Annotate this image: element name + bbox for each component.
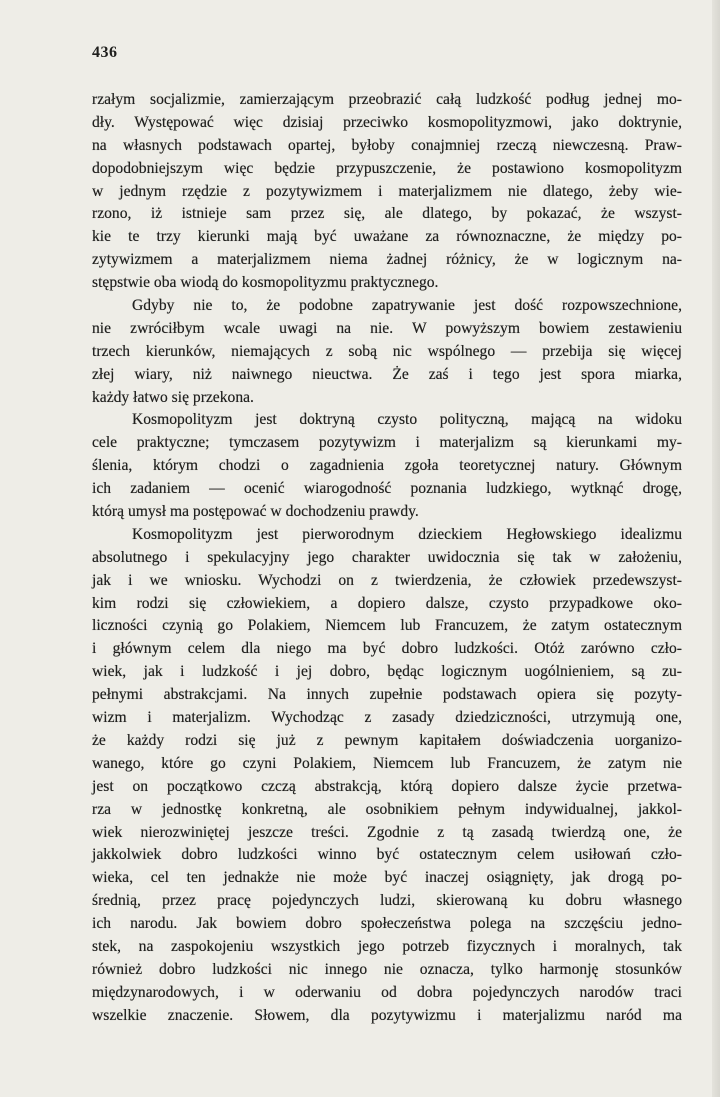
text-line: rza w jednostkę konkretną, ale osobnikiem pełnym indywidualnej, jakkol- xyxy=(92,800,682,818)
text-line: w jednym rzędzie z pozytywizmem i materjalizmem nie dlatego, żeby wie- xyxy=(92,182,682,200)
text-line: Kosmopolityzm jest pierworodnym dzieckiem Hegłowskiego idealizmu xyxy=(132,525,682,543)
text-line: średnią, przez pracę pojedynczych ludzi, skierowaną ku dobru własnego xyxy=(92,892,682,910)
text-line: którą umysł ma postępować w dochodzeniu prawdy. xyxy=(92,503,419,521)
text-line: międzynarodowych, i w oderwaniu od dobra pojedynczych narodów traci xyxy=(92,983,682,1001)
text-line: kim rodzi się człowiekiem, a dopiero dalsze, czysto przypadkowe oko- xyxy=(92,594,682,612)
text-line: absolutnego i spekulacyjny jego charakter uwidocznia się tak w założeniu, xyxy=(92,548,682,566)
text-line: i głównym celem dla niego ma być dobro ludzkości. Otóż zarówno czło- xyxy=(92,640,682,658)
text-line: liczności czynią go Polakiem, Niemcem lub Francuzem, że zatym ostatecznym xyxy=(92,617,682,635)
text-line: rzono, iż istnieje sam przez się, ale dlatego, by pokazać, że wszyst- xyxy=(92,205,682,223)
text-line: jakkolwiek dobro ludzkości winno być ostatecznym celem usiłowań czło- xyxy=(92,846,682,864)
text-line: stek, na zaspokojeniu wszystkich jego potrzeb fizycznych i moralnych, tak xyxy=(92,937,682,955)
text-line: jest on początkowo czczą abstrakcją, którą dopiero dalsze życie przetwa- xyxy=(92,777,682,795)
text-line: ich narodu. Jak bowiem dobro społeczeństwa polega na szczęściu jedno- xyxy=(92,915,682,933)
text-line: pełnymi abstrakcjami. Na innych zupełnie podstawach opiera się pozyty- xyxy=(92,686,682,704)
text-line: ślenia, którym chodzi o zagadnienia zgoła teoretycznej natury. Głównym xyxy=(92,457,682,475)
page-number: 436 xyxy=(92,44,118,61)
text-line: nie zwróciłbym wcale uwagi na nie. W powyższym bowiem zestawieniu xyxy=(92,319,682,337)
text-line: złej wiary, niż naiwnego nieuctwa. Że zaś i tego jest spora miarka, xyxy=(92,365,682,383)
text-line: wiek, jak i ludzkość i jej dobro, będąc logicznym uogólnieniem, są zu- xyxy=(92,663,682,681)
page-edge-shadow xyxy=(712,0,720,1097)
text-line: rzałym socjalizmie, zamierzającym przeobrazić całą ludzkość podług jednej mo- xyxy=(92,91,682,108)
text-line: wanego, które go czyni Polakiem, Niemcem lub Francuzem, że zatym nie xyxy=(92,754,682,772)
text-line: ich zadaniem — ocenić wiarogodność poznania ludzkiego, wytknąć drogę, xyxy=(92,480,682,498)
text-line: dły. Występować więc dzisiaj przeciwko kosmopolityzmowi, jako doktrynie, xyxy=(92,113,682,131)
text-line: również dobro ludzkości nic innego nie oznacza, tylko harmonję stosunków xyxy=(92,960,682,978)
text-line: stępstwie oba wiodą do kosmopolityzmu praktycznego. xyxy=(92,274,439,292)
text-line: zytywizmem a materjalizmem niema żadnej różnicy, że w logicznym na- xyxy=(92,251,682,269)
text-line: dopodobniejszym więc będzie przypuszczenie, że postawiono kosmopolityzm xyxy=(92,159,682,177)
text-line: cele praktyczne; tymczasem pozytywizm i materjalizm są kierunkami my- xyxy=(92,434,682,452)
text-line: trzech kierunków, niemających z sobą nic wspólnego — przebija się więcej xyxy=(92,342,682,360)
text-line: Gdyby nie to, że podobne zapatrywanie jest dość rozpowszechnione, xyxy=(132,297,682,315)
text-line: wieka, cel ten jednakże nie może być inaczej osiągnięty, jak drogą po- xyxy=(92,869,682,887)
text-line: na własnych podstawach opartej, byłoby conajmniej rzeczą niewczesną. Praw- xyxy=(92,136,682,154)
text-line: wizm i materjalizm. Wychodząc z zasady dziedziczności, utrzymują one, xyxy=(92,709,682,727)
text-line: Kosmopolityzm jest doktryną czysto polityczną, mającą na widoku xyxy=(132,411,682,429)
text-line: wszelkie znaczenie. Słowem, dla pozytywizmu i materjalizmu naród ma xyxy=(92,1006,682,1024)
text-line: że każdy rodzi się już z pewnym kapitałem doświadczenia uorganizo- xyxy=(92,731,682,749)
body-text xyxy=(92,89,682,1028)
text-line: jak i we wniosku. Wychodzi on z twierdzenia, że człowiek przedewszyst- xyxy=(92,571,682,589)
text-line: wiek nierozwiniętej jeszcze treści. Zgodnie z tą zasadą twierdzą one, że xyxy=(92,823,682,841)
text-line: każdy łatwo się przekona. xyxy=(92,388,254,406)
text-line: kie te trzy kierunki mają być uważane za równoznaczne, że między po- xyxy=(92,228,682,246)
